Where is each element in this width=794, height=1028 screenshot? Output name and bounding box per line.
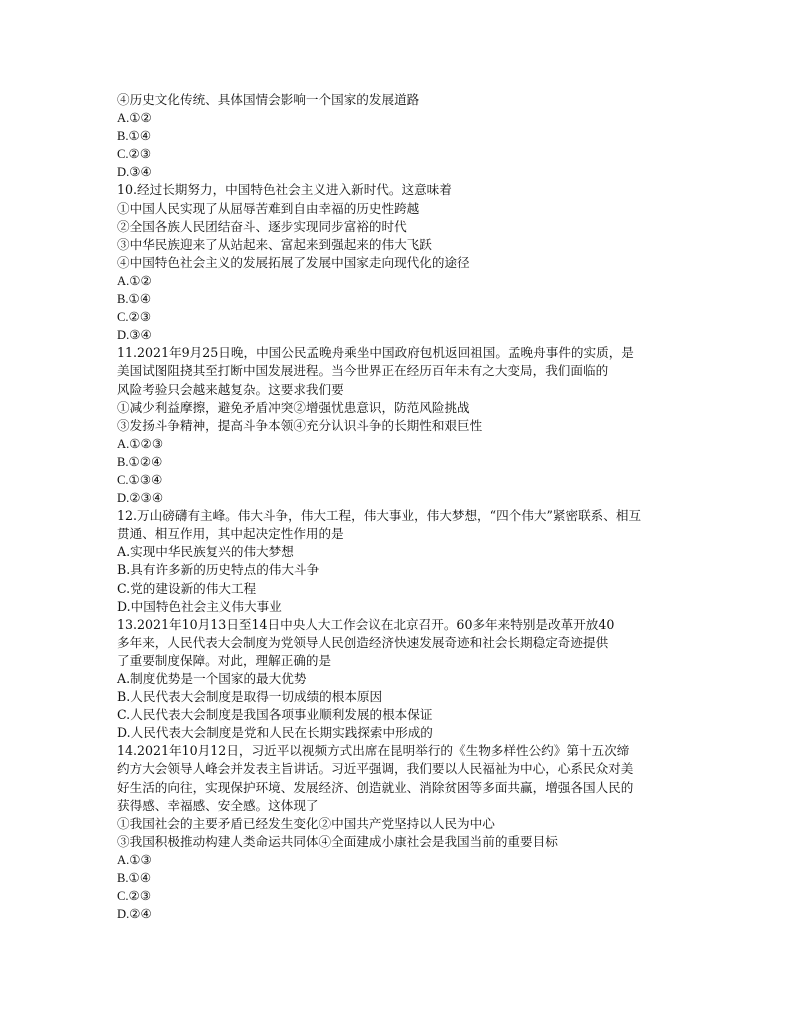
text-line: ④历史文化传统、具体国情会影响一个国家的发展道路: [117, 92, 420, 107]
statement-line: ①我国社会的主要矛盾已经发生变化②中国共产党坚持以人民为中心: [117, 815, 495, 831]
option-c: C.人民代表大会制度是我国各项事业顺利发展的根本保证: [117, 707, 433, 723]
statement-line: ①中国人民实现了从屈辱苦难到自由幸福的历史性跨越: [117, 200, 420, 216]
option-d: D.③④: [117, 165, 152, 180]
statement-line: ①减少利益摩擦，避免矛盾冲突②增强忧患意识，防范风险挑战: [117, 399, 470, 415]
option-b: B.①④: [117, 292, 152, 307]
question-14-stem: 获得感、幸福感、安全感。这体现了: [117, 797, 319, 813]
question-12-stem: 12.万山磅礴有主峰。伟大斗争，伟大工程，伟大事业，伟大梦想，“四个伟大”紧密联系、相互: [117, 508, 642, 524]
option-d: D.中国特色社会主义伟大事业: [117, 598, 282, 614]
option-d: D.②④: [117, 907, 152, 922]
statement-line: ④中国特色社会主义的发展拓展了发展中国家走向现代化的途径: [117, 254, 470, 270]
question-14-stem: 好生活的向往，实现保护环境、发展经济、创造就业、消除贫困等多面共赢，增强各国人民的: [117, 779, 634, 795]
option-c: C.②③: [117, 310, 152, 325]
option-a: A.制度优势是一个国家的最大优势: [117, 671, 307, 686]
option-a: A.①②: [117, 111, 152, 126]
option-b: B.①④: [117, 129, 152, 144]
option-c: C.②③: [117, 147, 152, 162]
option-b: B.①②④: [117, 454, 163, 469]
option-c: C.党的建设新的伟大工程: [117, 580, 257, 596]
option-b: B.具有许多新的历史特点的伟大斗争: [117, 562, 320, 578]
option-a: A.①②: [117, 273, 152, 288]
option-d: D.②③④: [117, 491, 164, 506]
statement-line: ③发扬斗争精神，提高斗争本领④充分认识斗争的长期性和艰巨性: [117, 417, 483, 433]
question-14-stem: 14.2021年10月12日，习近平以视频方式出席在昆明举行的《生物多样性公约》第十五次缔: [117, 743, 630, 759]
statement-line: ②全国各族人民团结奋斗、逐步实现同步富裕的时代: [117, 218, 407, 234]
option-b: B.人民代表大会制度是取得一切成绩的根本原因: [117, 689, 383, 705]
option-d: D.人民代表大会制度是党和人民在长期实践探索中形成的: [117, 725, 433, 741]
statement-line: ③我国积极推动构建人类命运共同体④全面建成小康社会是我国当前的重要目标: [117, 833, 558, 849]
option-a: A.①②③: [117, 436, 164, 451]
option-c: C.①③④: [117, 472, 163, 487]
question-12-stem: 贯通、相互作用，其中起决定性作用的是: [117, 526, 344, 542]
question-14-stem: 约方大会领导人峰会并发表主旨讲话。习近平强调，我们要以人民福祉为中心，心系民众对美: [117, 761, 634, 777]
option-a: A.①③: [117, 852, 152, 867]
document-page: [117, 91, 682, 923]
option-b: B.①④: [117, 871, 152, 886]
question-13-stem: 13.2021年10月13日至14日中央人大工作会议在北京召开。60多年来特别是改革开放40: [117, 616, 615, 632]
question-11-stem: 美国试图阻挠其至打断中国发展进程。当今世界正在经历百年未有之大变局，我们面临的: [117, 363, 609, 379]
option-c: C.②③: [117, 889, 152, 904]
question-11-stem: 11.2021年9月25日晚，中国公民孟晚舟乘坐中国政府包机返回祖国。孟晚舟事件的实质，是: [117, 345, 634, 361]
statement-line: ③中华民族迎来了从站起来、富起来到强起来的伟大飞跃: [117, 236, 432, 252]
question-13-stem: 了重要制度保障。对此，理解正确的是: [117, 652, 332, 668]
option-a: A.实现中华民族复兴的伟大梦想: [117, 544, 294, 560]
question-11-stem: 风险考验只会越来越复杂。这要求我们要: [117, 381, 344, 397]
option-d: D.③④: [117, 328, 152, 343]
question-10-stem: 10.经过长期努力，中国特色社会主义进入新时代。这意味着: [117, 182, 452, 198]
question-13-stem: 多年来，人民代表大会制度为党领导人民创造经济快速发展奇迹和社会长期稳定奇迹提供: [117, 634, 609, 650]
